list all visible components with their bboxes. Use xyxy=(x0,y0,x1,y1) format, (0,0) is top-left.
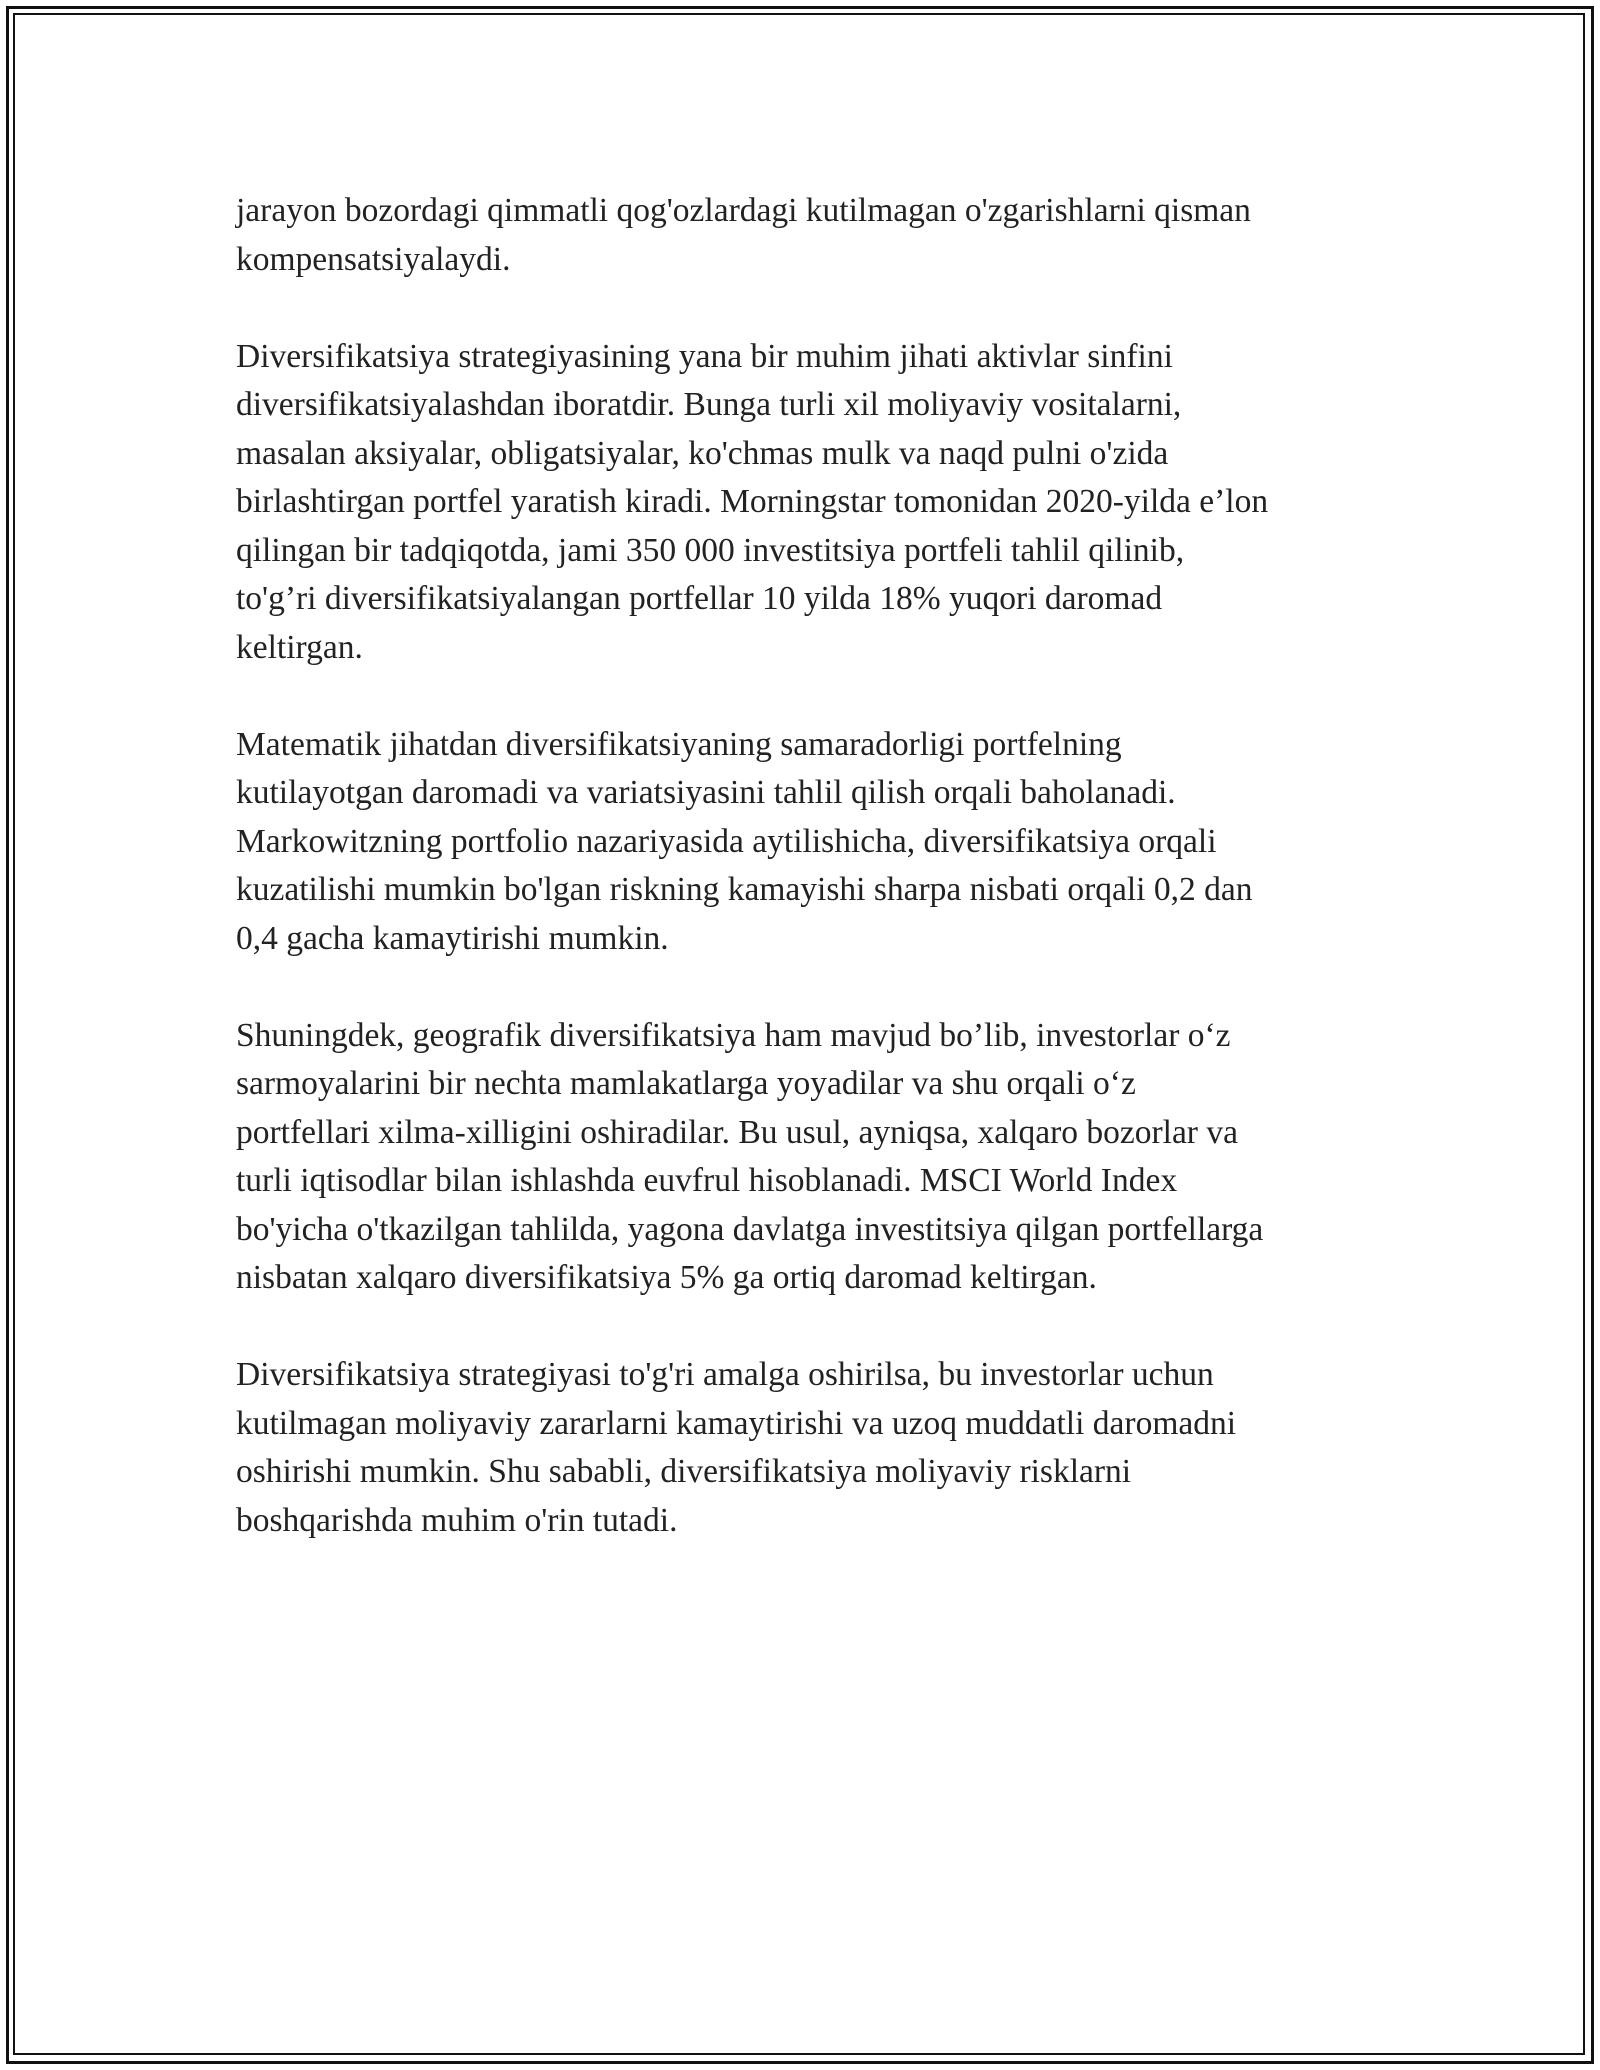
text-line: oshirishi mumkin. Shu sababli, diversifikatsiya moliyaviy risklarni xyxy=(236,1453,1132,1490)
text-line: diversifikatsiyalashdan iboratdir. Bunga turli xil moliyaviy vositalarni, xyxy=(236,386,1182,423)
text-line: masalan aksiyalar, obligatsiyalar, ko'chmas mulk va naqd pulni o'zida xyxy=(236,434,1169,472)
text-line: kompensatsiyalaydi. xyxy=(236,240,511,278)
text-line: turli iqtisodlar bilan ishlashda euvfrul hisoblanadi. MSCI World Index xyxy=(236,1162,1178,1199)
document-body xyxy=(236,187,1376,1594)
paragraph-4 xyxy=(236,1012,1376,1303)
paragraph-3 xyxy=(236,721,1376,964)
text-line: Shuningdek, geografik diversifikatsiya ham mavjud bo’lib, investorlar o‘z xyxy=(236,1016,1231,1054)
text-line: birlashtirgan portfel yaratish kiradi. Morningstar tomonidan 2020-yilda e’lon xyxy=(236,483,1269,520)
text-line: keltirgan. xyxy=(236,628,363,666)
text-line: portfellari xilma-xilligini oshiradilar. Bu usul, ayniqsa, xalqaro bozorlar va xyxy=(236,1113,1238,1151)
text-line: jarayon bozordagi qimmatli qog'ozlardagi kutilmagan o'zgarishlarni qisman xyxy=(236,192,1251,229)
text-line: kuzatilishi mumkin bo'lgan riskning kamayishi sharpa nisbati orqali 0,2 dan xyxy=(236,871,1253,908)
paragraph-5 xyxy=(236,1351,1376,1545)
text-line: kutilayotgan daromadi va variatsiyasini tahlil qilish orqali baholanadi. xyxy=(236,774,1176,811)
text-line: Markowitzning portfolio nazariyasida aytilishicha, diversifikatsiya orqali xyxy=(236,822,1217,860)
text-line: Diversifikatsiya strategiyasining yana bir muhim jihati aktivlar sinfini xyxy=(236,337,1173,375)
text-line: sarmoyalarini bir nechta mamlakatlarga yoyadilar va shu orqali o‘z xyxy=(236,1065,1136,1102)
text-line: nisbatan xalqaro diversifikatsiya 5% ga ortiq daromad keltirgan. xyxy=(236,1259,1097,1296)
text-line: boshqarishda muhim o'rin tutadi. xyxy=(236,1501,678,1539)
text-line: bo'yicha o'tkazilgan tahlilda, yagona davlatga investitsiya qilgan portfellarga xyxy=(236,1210,1264,1248)
text-line: 0,4 gacha kamaytirishi mumkin. xyxy=(236,919,669,957)
text-line: kutilmagan moliyaviy zararlarni kamaytirishi va uzoq muddatli daromadni xyxy=(236,1404,1237,1442)
paragraph-2 xyxy=(236,333,1376,673)
paragraph-1 xyxy=(236,187,1376,284)
text-line: Matematik jihatdan diversifikatsiyaning samaradorligi portfelning xyxy=(236,725,1122,763)
text-line: qilingan bir tadqiqotda, jami 350 000 investitsiya portfeli tahlil qilinib, xyxy=(236,531,1185,569)
text-line: to'g’ri diversifikatsiyalangan portfellar 10 yilda 18% yuqori daromad xyxy=(236,580,1163,617)
text-line: Diversifikatsiya strategiyasi to'g'ri amalga oshirilsa, bu investorlar uchun xyxy=(236,1356,1214,1393)
